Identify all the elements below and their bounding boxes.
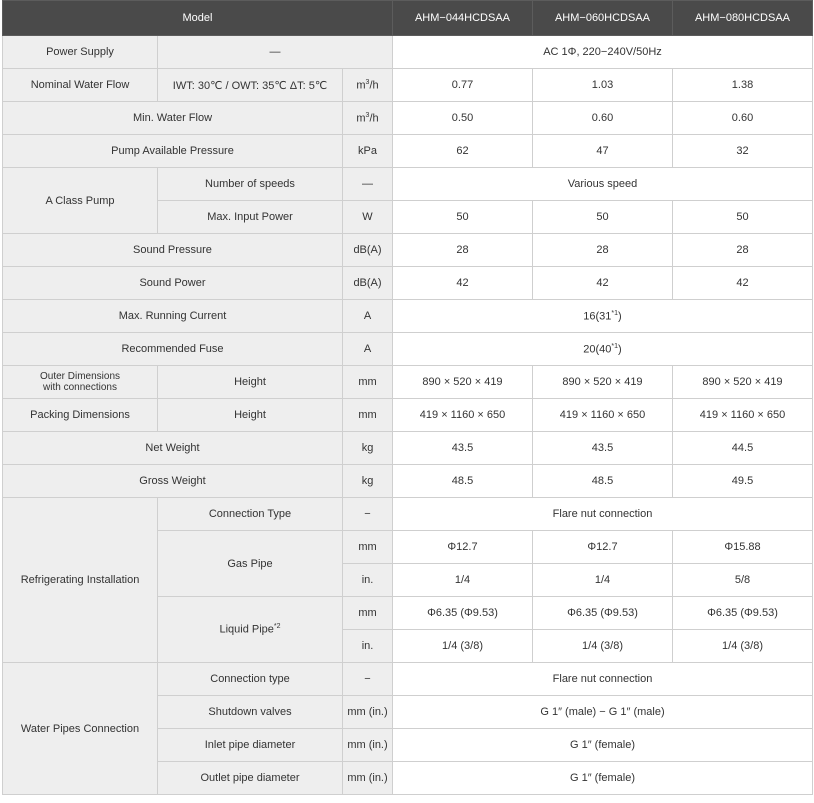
unit-base: m bbox=[356, 79, 366, 92]
row-value: 42 bbox=[393, 267, 533, 300]
row-unit: in. bbox=[343, 630, 393, 663]
row-value: 28 bbox=[393, 234, 533, 267]
row-label: Max. Running Current bbox=[3, 300, 343, 333]
row-label: Min. Water Flow bbox=[3, 102, 343, 135]
row-value: 5/8 bbox=[673, 564, 813, 597]
row-label: Recommended Fuse bbox=[3, 333, 343, 366]
row-value: 28 bbox=[673, 234, 813, 267]
row-value: 48.5 bbox=[393, 465, 533, 498]
row-value: 0.77 bbox=[393, 69, 533, 102]
row-value: 890 × 520 × 419 bbox=[673, 366, 813, 399]
row-sublabel: Max. Input Power bbox=[158, 201, 343, 234]
row-value: 419 × 1160 × 650 bbox=[673, 399, 813, 432]
row-value: 419 × 1160 × 650 bbox=[393, 399, 533, 432]
table-row bbox=[3, 102, 813, 135]
row-condition: IWT: 30℃ / OWT: 35℃ ΔT: 5℃ bbox=[158, 69, 343, 102]
row-value: 890 × 520 × 419 bbox=[393, 366, 533, 399]
row-unit: W bbox=[343, 201, 393, 234]
table-row bbox=[3, 135, 813, 168]
row-value: 62 bbox=[393, 135, 533, 168]
row-sublabel bbox=[158, 597, 343, 663]
row-value: 1/4 (3/8) bbox=[673, 630, 813, 663]
row-value: 50 bbox=[673, 201, 813, 234]
row-value: G 1″ (male) − G 1″ (male) bbox=[393, 696, 813, 729]
row-sublabel: Connection type bbox=[158, 663, 343, 696]
row-unit bbox=[343, 69, 393, 102]
model-name: AHM−060HCDSAA bbox=[533, 1, 673, 36]
row-sublabel: Inlet pipe diameter bbox=[158, 729, 343, 762]
row-value: 50 bbox=[393, 201, 533, 234]
row-sublabel: Gas Pipe bbox=[158, 531, 343, 597]
row-sublabel: Shutdown valves bbox=[158, 696, 343, 729]
row-unit: mm bbox=[343, 531, 393, 564]
row-value bbox=[393, 300, 813, 333]
label-base: Liquid Pipe bbox=[219, 623, 274, 636]
row-unit: mm (in.) bbox=[343, 729, 393, 762]
row-value: 0.60 bbox=[533, 102, 673, 135]
row-label: Packing Dimensions bbox=[3, 399, 158, 432]
row-value: 44.5 bbox=[673, 432, 813, 465]
value-base: 16(31 bbox=[583, 310, 612, 323]
row-value: 1.38 bbox=[673, 69, 813, 102]
row-unit: − bbox=[343, 663, 393, 696]
row-value: 890 × 520 × 419 bbox=[533, 366, 673, 399]
row-value: Flare nut connection bbox=[393, 663, 813, 696]
value-tail: ) bbox=[618, 343, 622, 356]
row-group-label: Water Pipes Connection bbox=[3, 663, 158, 795]
row-label: Net Weight bbox=[3, 432, 343, 465]
row-label: Gross Weight bbox=[3, 465, 343, 498]
label-line: Outer Dimensions bbox=[39, 371, 121, 382]
table-row bbox=[3, 36, 813, 69]
row-value: 1/4 bbox=[393, 564, 533, 597]
row-sublabel: Connection Type bbox=[158, 498, 343, 531]
header-row bbox=[3, 1, 813, 36]
row-value: Φ15.88 bbox=[673, 531, 813, 564]
row-value: 419 × 1160 × 650 bbox=[533, 399, 673, 432]
row-value: 43.5 bbox=[533, 432, 673, 465]
row-value: Various speed bbox=[393, 168, 813, 201]
table-row bbox=[3, 366, 813, 399]
row-value: AC 1Φ, 220−240V/50Hz bbox=[393, 36, 813, 69]
row-value: 0.60 bbox=[673, 102, 813, 135]
unit-base: m bbox=[356, 112, 366, 125]
row-group-label: A Class Pump bbox=[3, 168, 158, 234]
row-value: Φ12.7 bbox=[393, 531, 533, 564]
table-row bbox=[3, 465, 813, 498]
row-sublabel: Outlet pipe diameter bbox=[158, 762, 343, 795]
row-value: 1/4 (3/8) bbox=[533, 630, 673, 663]
row-value bbox=[393, 333, 813, 366]
row-value: 42 bbox=[533, 267, 673, 300]
table-row bbox=[3, 168, 813, 201]
unit-superscript: 3 bbox=[365, 111, 370, 119]
unit-tail: /h bbox=[369, 79, 379, 92]
row-unit: mm (in.) bbox=[343, 696, 393, 729]
row-value: 47 bbox=[533, 135, 673, 168]
row-sublabel: Number of speeds bbox=[158, 168, 343, 201]
row-label: Nominal Water Flow bbox=[3, 69, 158, 102]
row-value: Φ6.35 (Φ9.53) bbox=[673, 597, 813, 630]
row-unit: dB(A) bbox=[343, 267, 393, 300]
value-base: 20(40 bbox=[583, 343, 612, 356]
model-name: AHM−080HCDSAA bbox=[673, 1, 813, 36]
row-unit: — bbox=[343, 168, 393, 201]
row-unit: A bbox=[343, 300, 393, 333]
footnote-marker: *2 bbox=[273, 623, 281, 631]
table-row bbox=[3, 333, 813, 366]
row-value: 49.5 bbox=[673, 465, 813, 498]
value-tail: ) bbox=[618, 310, 622, 323]
table-row bbox=[3, 234, 813, 267]
row-condition: — bbox=[158, 36, 393, 69]
row-unit: dB(A) bbox=[343, 234, 393, 267]
row-sublabel: Height bbox=[158, 399, 343, 432]
footnote-marker: *1 bbox=[611, 342, 619, 350]
table-row bbox=[3, 69, 813, 102]
table-row bbox=[3, 267, 813, 300]
model-header: Model bbox=[3, 1, 393, 36]
row-unit bbox=[343, 102, 393, 135]
unit-tail: /h bbox=[369, 112, 379, 125]
model-name: AHM−044HCDSAA bbox=[393, 1, 533, 36]
row-value: Flare nut connection bbox=[393, 498, 813, 531]
row-unit: mm bbox=[343, 399, 393, 432]
row-unit: mm bbox=[343, 597, 393, 630]
row-label: Sound Pressure bbox=[3, 234, 343, 267]
row-unit: kPa bbox=[343, 135, 393, 168]
row-value: 0.50 bbox=[393, 102, 533, 135]
row-unit: mm bbox=[343, 366, 393, 399]
row-label: Pump Available Pressure bbox=[3, 135, 343, 168]
row-value: G 1″ (female) bbox=[393, 762, 813, 795]
row-value: 28 bbox=[533, 234, 673, 267]
row-group-label: Refrigerating Installation bbox=[3, 498, 158, 663]
row-value: 1/4 (3/8) bbox=[393, 630, 533, 663]
row-unit: kg bbox=[343, 432, 393, 465]
table-row bbox=[3, 432, 813, 465]
spec-table bbox=[2, 0, 813, 795]
row-value: 48.5 bbox=[533, 465, 673, 498]
row-value: 1/4 bbox=[533, 564, 673, 597]
row-label: Power Supply bbox=[3, 36, 158, 69]
row-unit: − bbox=[343, 498, 393, 531]
row-label: Sound Power bbox=[3, 267, 343, 300]
row-value: G 1″ (female) bbox=[393, 729, 813, 762]
footnote-marker: *1 bbox=[611, 309, 619, 317]
row-unit: kg bbox=[343, 465, 393, 498]
row-value: 43.5 bbox=[393, 432, 533, 465]
row-sublabel: Height bbox=[158, 366, 343, 399]
row-value: Φ6.35 (Φ9.53) bbox=[393, 597, 533, 630]
row-value: Φ6.35 (Φ9.53) bbox=[533, 597, 673, 630]
row-value: 50 bbox=[533, 201, 673, 234]
row-unit: mm (in.) bbox=[343, 762, 393, 795]
row-value: Φ12.7 bbox=[533, 531, 673, 564]
row-value: 32 bbox=[673, 135, 813, 168]
table-row bbox=[3, 399, 813, 432]
row-value: 42 bbox=[673, 267, 813, 300]
row-value: 1.03 bbox=[533, 69, 673, 102]
table-row bbox=[3, 498, 813, 531]
table-row bbox=[3, 300, 813, 333]
row-unit: A bbox=[343, 333, 393, 366]
table-row bbox=[3, 663, 813, 696]
unit-superscript: 3 bbox=[365, 78, 370, 86]
row-label bbox=[3, 366, 158, 399]
row-unit: in. bbox=[343, 564, 393, 597]
label-line: with connections bbox=[43, 382, 117, 393]
